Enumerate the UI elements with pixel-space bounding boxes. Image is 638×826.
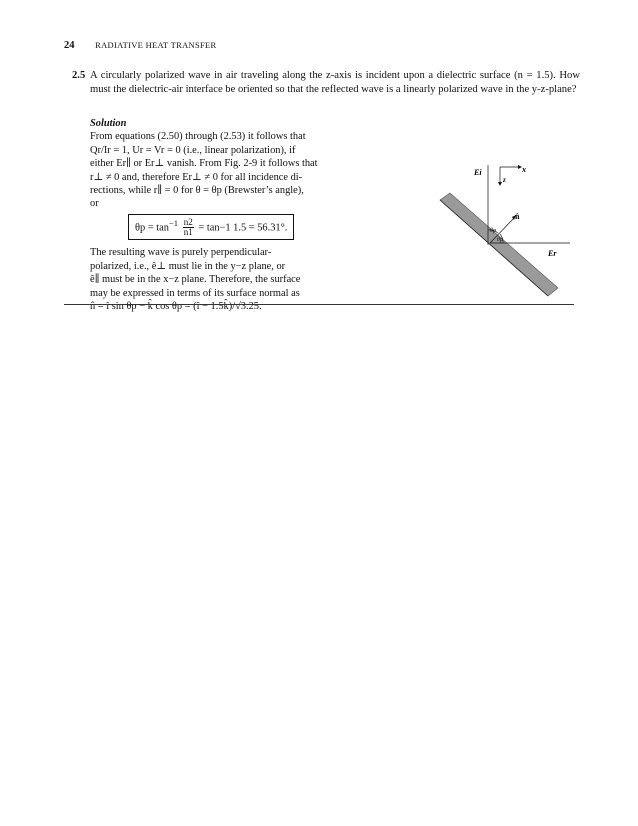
bottom-rule [64,304,574,305]
label-theta1: θp [490,228,496,234]
problem-statement: A circularly polarized wave in air traveling along the z-axis is incident upon a dielectric surface (n = 1.5). How must the dielectric-air interface be oriented so that the reflected wave is a linearly polarized wave in the y-z-plane? [90,70,580,95]
eq-rhs: = tan−1 1.5 = 56.31°. [198,222,288,234]
solution-line: r⊥ ≠ 0 and, therefore Er⊥ ≠ 0 for all incidence di- [90,171,303,183]
page-number: 24 [64,40,75,51]
page-header [64,40,216,51]
solution-line: or [90,198,99,210]
z-arrowhead [498,182,502,186]
label-Ei: Ei [474,168,482,177]
label-theta2: θp [497,237,503,243]
surface-normal-equation: n̂ = î sin θp − k̂ cos θp = (î − 1.5k̂)/√3.25. [90,301,262,313]
running-title: RADIATIVE HEAT TRANSFER [95,40,217,50]
eq-sup: −1 [168,217,179,228]
label-Er: Er [548,249,557,258]
solution-line: polarized, i.e., ê⊥ must lie in the y−z plane, or [90,260,286,272]
solution-block [90,117,318,313]
brewster-equation-box [128,214,294,241]
eq-denominator: n1 [183,227,193,238]
dielectric-surface [440,193,558,296]
solution-line: may be expressed in terms of its surface normal as [90,287,300,299]
solution-line: From equations (2.50) through (2.53) it follows that [90,131,306,143]
eq-fraction [183,218,194,237]
label-z: z [503,176,506,184]
problem-number: 2.5 [72,70,86,81]
problem-block [72,69,580,96]
eq-numerator: n2 [183,217,193,228]
solution-text [90,130,318,210]
label-x: x [522,165,526,174]
eq-lhs: θp = tan [135,222,169,234]
label-n: n̂ [515,212,520,221]
solution-line: rections, while r∥ = 0 for θ = θp (Brewster’s angle), [90,185,304,197]
solution-line: Qr/Ir = 1, Ur = Vr = 0 (i.e., linear polarization), if [90,144,296,156]
solution-line: either Er∥ or Er⊥ vanish. From Fig. 2-9 it follows that [90,158,318,170]
solution-line: ê∥ must be in the x−z plane. Therefore, the surface [90,274,301,286]
solution-title: Solution [90,118,127,129]
solution-line: The resulting wave is purely perpendicular- [90,247,272,259]
surface-edge [440,200,548,296]
brewster-figure [430,160,580,300]
